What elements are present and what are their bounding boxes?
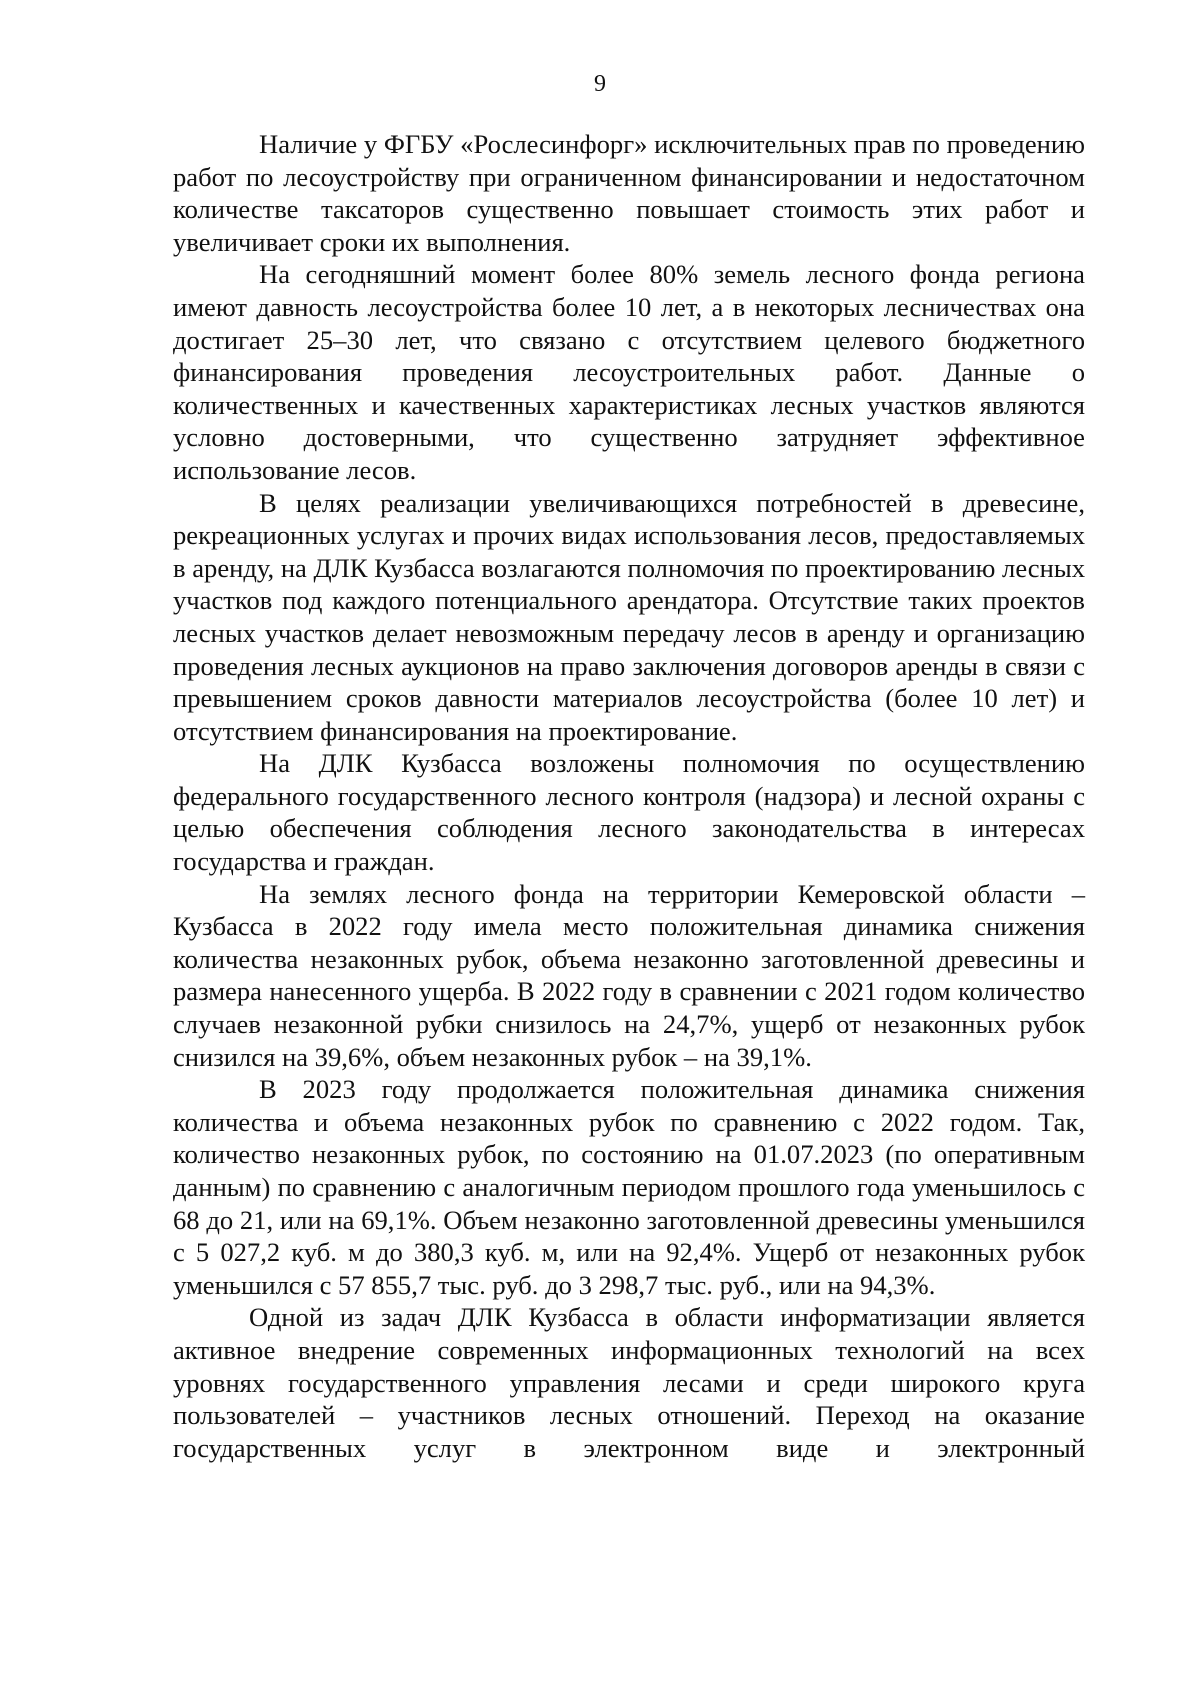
paragraph-4: На ДЛК Кузбасса возложены полномочия по осуществлению федерального государственного лесного контроля (надзора) и лесной охраны с целью обеспечения соблюдения лесного законодательства в интересах государства и граждан. — [173, 748, 1085, 877]
paragraph-2: На сегодняшний момент более 80% земель лесного фонда региона имеют давность лесоустройства более 10 лет, а в некоторых лесничествах она достигает 25–30 лет, что связано с отсутствием целевого бюджетного финансирования проведения лесоустроительных работ. Данные о количественных и качественных характеристиках лесных участков являются условно достоверными, что существенно затрудняет эффективное использование лесов. — [173, 259, 1085, 485]
paragraph-7: Одной из задач ДЛК Кузбасса в области информатизации является активное внедрение современных информационных технологий на всех уровнях государственного управления лесами и среди широкого круга пользователей – участников лесных отношений. Переход на оказание государственных услуг в электронном виде и электронный — [173, 1302, 1085, 1463]
page-number: 9 — [594, 71, 606, 97]
paragraph-6: В 2023 году продолжается положительная динамика снижения количества и объема незаконных рубок по сравнению с 2022 годом. Так, количество незаконных рубок, по состоянию на 01.07.2023 (по оперативным данным) по сравнению с аналогичным периодом прошлого года уменьшилось с 68 до 21, или на 69,1%. Объем незаконно заготовленной древесины уменьшился с 5 027,2 куб. м до 380,3 куб. м, или на 92,4%. Ущерб от незаконных рубок уменьшился с 57 855,7 тыс. руб. до 3 298,7 тыс. руб., или на 94,3%. — [173, 1074, 1085, 1300]
paragraph-3: В целях реализации увеличивающихся потребностей в древесине, рекреационных услугах и прочих видах использования лесов, предоставляемых в аренду, на ДЛК Кузбасса возлагаются полномочия по проектированию лесных участков под каждого потенциального арендатора. Отсутствие таких проектов лесных участков делает невозможным передачу лесов в аренду и организацию проведения лесных аукционов на право заключения договоров аренды в связи с превышением сроков давности материалов лесоустройства (более 10 лет) и отсутствием финансирования на проектирование. — [173, 487, 1085, 746]
paragraph-1: Наличие у ФГБУ «Рослесинфорг» исключительных прав по проведению работ по лесоустройству при ограниченном финансировании и недостаточном количестве таксаторов существенно повышает стоимость этих работ и увеличивает сроки их выполнения. — [173, 129, 1085, 257]
document-body — [173, 128, 1085, 1464]
paragraph-5: На землях лесного фонда на территории Кемеровской области – Кузбасса в 2022 году имела место положительная динамика снижения количества незаконных рубок, объема незаконно заготовленной древесины и размера нанесенного ущерба. В 2022 году в сравнении с 2021 годом количество случаев незаконной рубки снизилось на 24,7%, ущерб от незаконных рубок снизился на 39,6%, объем незаконных рубок – на 39,1%. — [173, 878, 1085, 1072]
